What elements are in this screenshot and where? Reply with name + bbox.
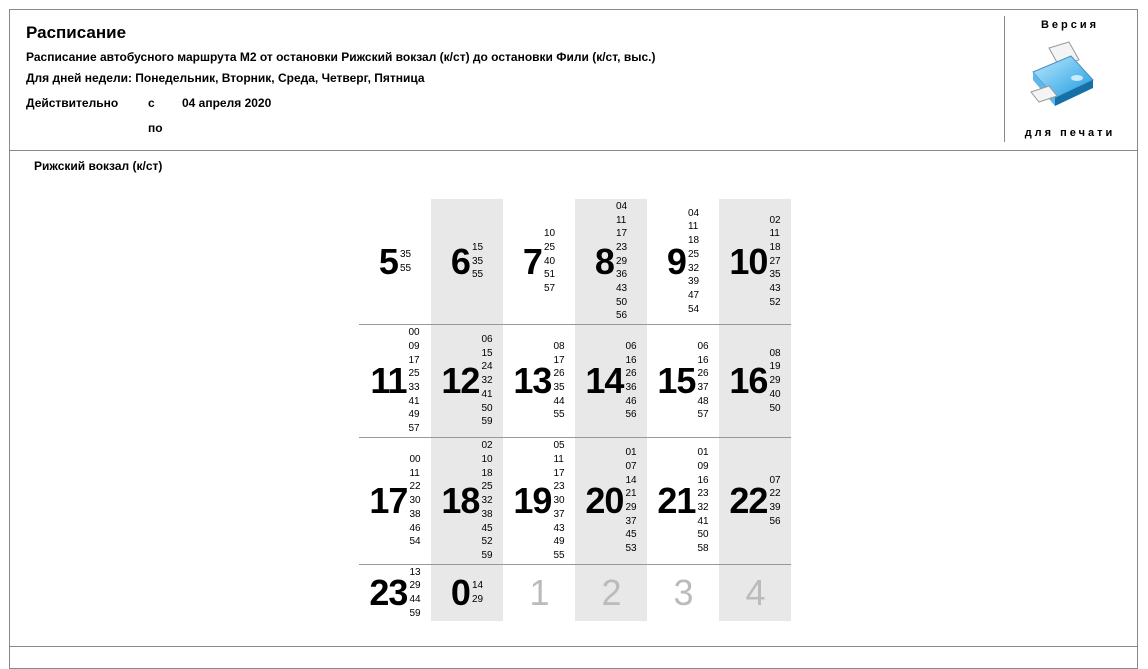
hour-label: 1 <box>529 572 549 613</box>
minute-value: 10 <box>543 228 556 240</box>
minute-value: 38 <box>481 508 493 520</box>
hour-cell <box>359 325 431 437</box>
hour-cell <box>575 199 647 324</box>
hour-cell <box>719 438 791 564</box>
minute-value: 26 <box>697 368 709 380</box>
route-description: Расписание автобусного маршрута М2 от остановки Рижский вокзал (к/ст) до остановки Фили (к/ст, выс.) <box>26 50 656 64</box>
hour-label: 0 <box>450 572 470 613</box>
minute-value: 41 <box>408 395 420 407</box>
minute-value: 39 <box>687 276 700 288</box>
minute-value: 29 <box>615 255 628 267</box>
minute-value: 49 <box>553 536 565 548</box>
hour-label: 13 <box>513 360 552 401</box>
timetable-grid <box>359 199 791 621</box>
minute-value: 15 <box>471 241 484 253</box>
minute-value: 32 <box>481 375 493 387</box>
minute-value: 45 <box>625 529 637 541</box>
minute-value: 06 <box>481 334 493 346</box>
hour-label: 17 <box>369 480 408 521</box>
footer-divider <box>10 646 1137 647</box>
minute-value: 35 <box>471 255 484 267</box>
minute-value: 29 <box>625 502 637 513</box>
minute-value: 38 <box>409 508 421 520</box>
minute-value: 25 <box>687 248 700 260</box>
minutes-list <box>769 347 780 416</box>
minute-value: 17 <box>553 467 565 479</box>
minute-value: 25 <box>408 368 420 380</box>
hour-cell <box>647 199 719 324</box>
from-date: 04 апреля 2020 <box>182 96 272 110</box>
hour-cell <box>647 325 719 437</box>
hour-label: 11 <box>370 360 407 401</box>
minute-value: 32 <box>481 495 493 507</box>
hour-label: 19 <box>513 480 552 521</box>
minute-value: 47 <box>687 289 700 301</box>
minute-value: 59 <box>481 416 493 428</box>
minute-value: 22 <box>769 488 781 500</box>
minute-value: 36 <box>615 269 628 281</box>
minute-value: 23 <box>615 241 628 253</box>
to-label: по <box>148 121 163 135</box>
minutes-list <box>544 227 555 296</box>
minute-value: 56 <box>769 515 781 527</box>
hour-label: 14 <box>585 360 624 401</box>
timetable-row <box>359 199 791 325</box>
minute-value: 10 <box>481 454 493 466</box>
minute-value: 35 <box>769 269 781 281</box>
hour-cell <box>575 438 647 564</box>
minute-value: 30 <box>409 495 421 507</box>
minute-value: 57 <box>408 423 420 435</box>
hour-label: 18 <box>441 480 480 521</box>
schedule-frame <box>9 9 1138 669</box>
hour-label: 5 <box>378 240 398 282</box>
minute-value: 52 <box>769 296 781 308</box>
hour-label: 12 <box>441 360 480 401</box>
hour-cell <box>503 438 575 564</box>
page-title: Расписание <box>26 23 127 42</box>
minute-value: 40 <box>543 255 556 267</box>
hour-label: 2 <box>601 572 621 613</box>
minute-value: 53 <box>625 543 637 555</box>
minute-value: 30 <box>553 495 565 507</box>
minute-value: 25 <box>481 481 493 493</box>
minute-value: 09 <box>408 340 420 352</box>
minute-value: 50 <box>697 529 709 541</box>
minute-value: 18 <box>769 241 781 253</box>
minute-value: 25 <box>543 241 556 253</box>
minute-value: 58 <box>697 543 709 555</box>
timetable-row <box>359 325 791 438</box>
minute-value: 22 <box>409 481 421 493</box>
hour-cell <box>503 199 575 324</box>
minute-value: 08 <box>553 340 565 352</box>
minute-value: 11 <box>553 454 564 466</box>
minute-value: 11 <box>409 467 420 479</box>
minutes-list <box>625 446 636 556</box>
hour-cell <box>647 565 719 621</box>
minute-value: 02 <box>481 440 493 452</box>
minute-value: 50 <box>769 402 781 414</box>
print-version-link[interactable] <box>1004 16 1140 142</box>
print-version-top-label: Версия <box>1040 19 1100 31</box>
minute-value: 27 <box>769 255 781 267</box>
minute-value: 14 <box>625 474 637 486</box>
minutes-list <box>553 340 564 422</box>
minute-value: 49 <box>408 409 420 421</box>
valid-label: Действительно <box>26 96 119 110</box>
minute-value: 39 <box>769 502 781 513</box>
minute-value: 33 <box>408 382 420 393</box>
minutes-list <box>625 340 636 422</box>
minute-value: 59 <box>481 549 493 561</box>
minute-value: 52 <box>481 536 493 548</box>
hour-label: 21 <box>657 480 696 521</box>
minutes-list <box>408 326 419 436</box>
minute-value: 32 <box>697 502 709 513</box>
minutes-list <box>400 248 411 275</box>
minute-value: 09 <box>697 460 709 472</box>
hour-label: 16 <box>729 360 768 401</box>
hour-label: 3 <box>673 572 693 613</box>
minutes-list <box>697 446 708 556</box>
minute-value: 11 <box>687 221 699 233</box>
minutes-list <box>616 200 627 323</box>
hour-cell <box>503 325 575 437</box>
minute-value: 54 <box>409 536 421 548</box>
minutes-list <box>472 241 483 282</box>
minute-value: 24 <box>481 361 493 373</box>
minute-value: 55 <box>399 262 412 274</box>
minute-value: 50 <box>481 402 493 414</box>
minute-value: 04 <box>687 207 700 219</box>
minute-value: 06 <box>697 340 709 352</box>
minute-value: 17 <box>553 354 565 366</box>
hour-cell <box>575 325 647 437</box>
print-version-bottom-label: для печати <box>1024 127 1116 139</box>
minute-value: 35 <box>553 382 565 393</box>
hour-label: 20 <box>585 480 624 521</box>
minute-value: 26 <box>625 368 637 380</box>
hour-cell <box>647 438 719 564</box>
hour-cell <box>431 325 503 437</box>
minute-value: 07 <box>625 460 637 472</box>
minute-value: 35 <box>399 248 412 260</box>
hour-label: 15 <box>657 360 696 401</box>
minute-value: 43 <box>553 522 565 534</box>
hour-label: 7 <box>522 240 542 282</box>
minute-value: 55 <box>553 549 565 561</box>
minute-value: 50 <box>615 296 628 308</box>
minute-value: 11 <box>615 214 627 226</box>
minute-value: 29 <box>769 375 781 387</box>
hour-cell <box>431 565 503 621</box>
timetable-row <box>359 565 791 621</box>
hour-cell <box>431 438 503 564</box>
minutes-list <box>688 207 699 317</box>
from-label: с <box>148 96 155 110</box>
hour-cell <box>431 199 503 324</box>
minute-value: 17 <box>408 354 420 366</box>
minute-value: 02 <box>769 214 781 226</box>
minute-value: 15 <box>481 347 493 359</box>
minute-value: 08 <box>769 347 781 359</box>
weekdays-line: Для дней недели: Понедельник, Вторник, Среда, Четверг, Пятница <box>26 71 425 85</box>
minute-value: 21 <box>625 488 637 500</box>
hour-cell <box>503 565 575 621</box>
minute-value: 14 <box>471 580 484 592</box>
minutes-list <box>472 579 483 606</box>
minute-value: 37 <box>625 515 637 527</box>
hour-label: 8 <box>594 240 614 282</box>
minute-value: 06 <box>625 340 637 352</box>
hour-cell <box>719 565 791 621</box>
minute-value: 18 <box>687 235 700 247</box>
minute-value: 44 <box>409 594 421 605</box>
minute-value: 05 <box>553 440 565 452</box>
hour-cell <box>719 199 791 324</box>
minutes-list <box>409 453 420 549</box>
minute-value: 44 <box>553 395 565 407</box>
minute-value: 23 <box>697 488 709 500</box>
minute-value: 57 <box>697 409 709 421</box>
hour-label: 10 <box>729 240 768 282</box>
minutes-list <box>481 333 492 429</box>
minutes-list <box>769 474 780 529</box>
minute-value: 59 <box>409 607 421 619</box>
minute-value: 56 <box>625 409 637 421</box>
minute-value: 11 <box>769 228 780 240</box>
minute-value: 43 <box>615 283 628 295</box>
minute-value: 40 <box>769 388 781 400</box>
minute-value: 36 <box>625 382 637 393</box>
minute-value: 48 <box>697 395 709 407</box>
minute-value: 16 <box>697 474 709 486</box>
minute-value: 01 <box>625 447 637 459</box>
minute-value: 13 <box>409 566 421 578</box>
minute-value: 00 <box>409 454 421 466</box>
printer-icon <box>1027 40 1107 120</box>
hour-label: 23 <box>369 572 408 613</box>
minutes-list <box>697 340 708 422</box>
minute-value: 19 <box>769 361 781 373</box>
minute-value: 16 <box>697 354 709 366</box>
minute-value: 55 <box>553 409 565 421</box>
minute-value: 16 <box>625 354 637 366</box>
minute-value: 46 <box>625 395 637 407</box>
minutes-list <box>553 439 564 562</box>
minute-value: 46 <box>409 522 421 534</box>
minute-value: 17 <box>615 228 628 240</box>
minutes-list <box>481 439 492 562</box>
minute-value: 56 <box>615 310 628 322</box>
minute-value: 26 <box>553 368 565 380</box>
hour-cell <box>359 199 431 324</box>
minute-value: 37 <box>553 508 565 520</box>
hour-cell <box>359 565 431 621</box>
minute-value: 57 <box>543 283 556 295</box>
minute-value: 54 <box>687 303 700 315</box>
hour-label: 22 <box>729 480 768 521</box>
hour-cell <box>359 438 431 564</box>
minute-value: 41 <box>697 515 709 527</box>
minute-value: 01 <box>697 447 709 459</box>
minute-value: 04 <box>615 200 628 212</box>
minute-value: 00 <box>408 327 420 339</box>
minute-value: 51 <box>543 269 556 281</box>
minute-value: 18 <box>481 467 493 479</box>
hour-label: 9 <box>666 240 686 282</box>
minute-value: 29 <box>409 580 421 592</box>
timetable-row <box>359 438 791 565</box>
hour-label: 4 <box>745 572 765 613</box>
minute-value: 55 <box>471 269 484 281</box>
minute-value: 43 <box>769 283 781 295</box>
minute-value: 41 <box>481 388 493 400</box>
minute-value: 23 <box>553 481 565 493</box>
minutes-list <box>409 566 420 621</box>
stop-name: Рижский вокзал (к/ст) <box>34 159 163 173</box>
minute-value: 45 <box>481 522 493 534</box>
minute-value: 29 <box>471 594 484 605</box>
hour-cell <box>575 565 647 621</box>
minute-value: 32 <box>687 262 700 274</box>
hour-label: 6 <box>450 240 470 282</box>
hour-cell <box>719 325 791 437</box>
minutes-list <box>769 214 780 310</box>
minute-value: 37 <box>697 382 709 393</box>
header <box>10 10 1137 151</box>
minute-value: 07 <box>769 474 781 486</box>
